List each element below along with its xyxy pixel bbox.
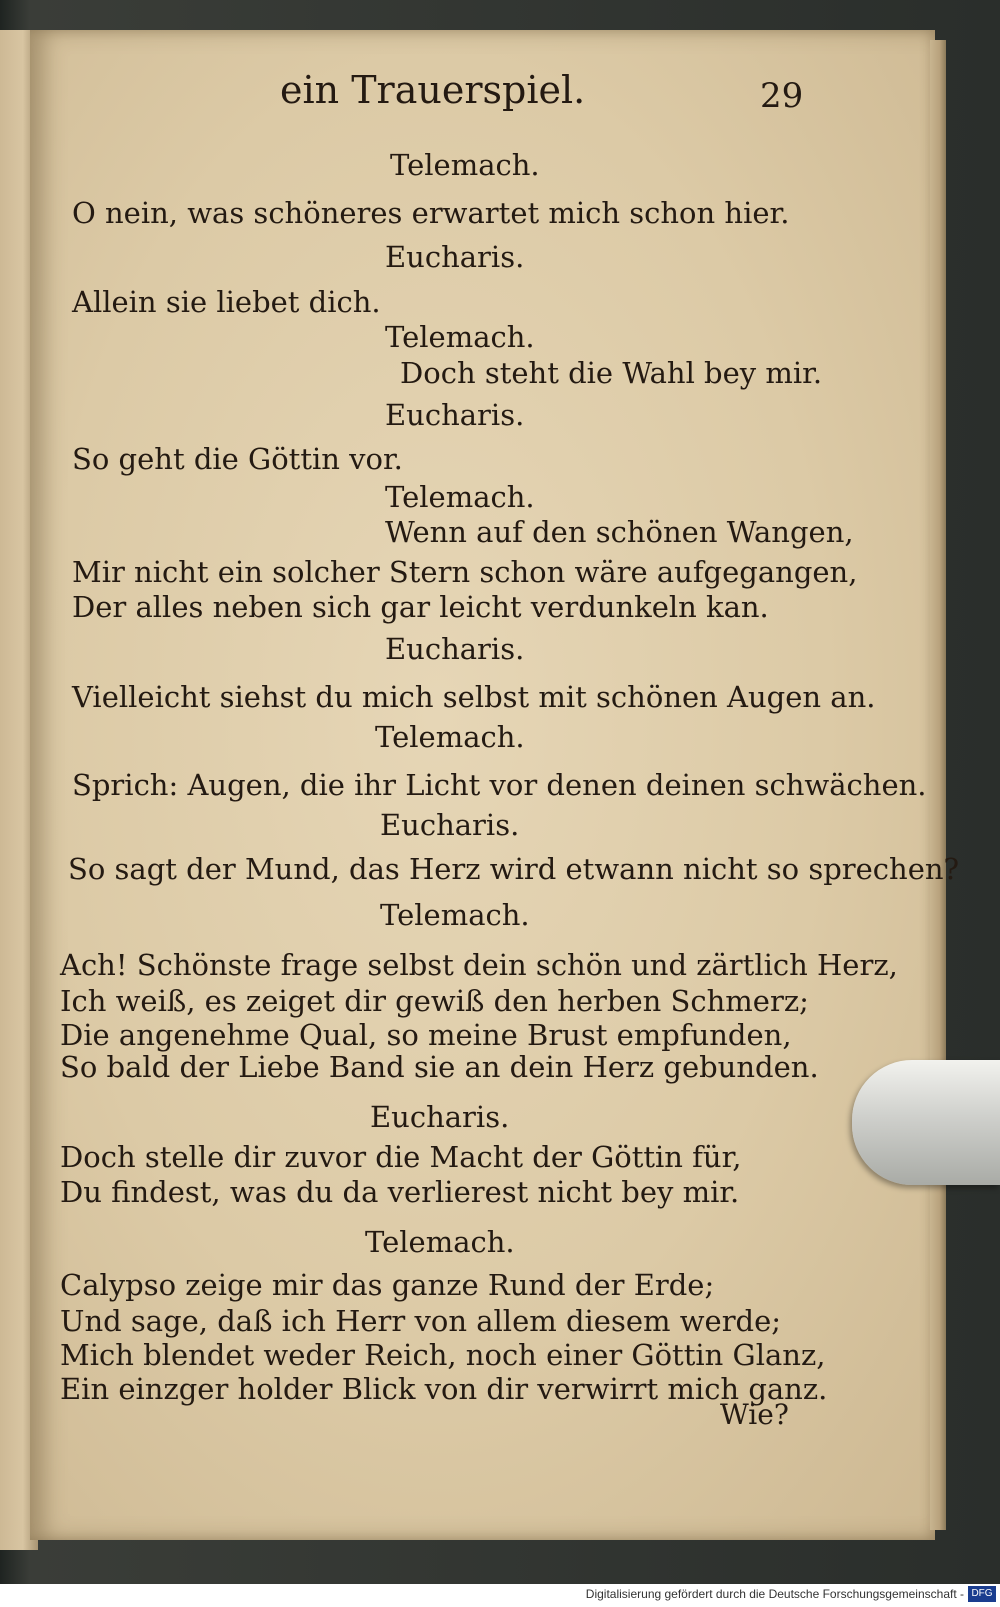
- speaker-name: Telemach.: [365, 1225, 515, 1259]
- page-number: 29: [760, 76, 804, 116]
- speaker-name: Telemach.: [385, 480, 535, 514]
- verse-line: Die angenehme Qual, so meine Brust empfunden,: [60, 1018, 792, 1052]
- speaker-name: Telemach.: [375, 720, 525, 754]
- verse-line: Wenn auf den schönen Wangen,: [385, 515, 854, 549]
- running-header: ein Trauerspiel.: [280, 68, 586, 112]
- page-clip: [852, 1060, 1000, 1185]
- page-edge: [930, 40, 946, 1530]
- footer-credit: Digitalisierung gefördert durch die Deutsche Forschungsgemeinschaft -: [585, 1587, 964, 1601]
- speaker-name: Eucharis.: [370, 1100, 510, 1134]
- verse-line: Ein einzger holder Blick von dir verwirrt mich ganz.: [60, 1372, 828, 1406]
- speaker-name: Telemach.: [390, 148, 540, 182]
- speaker-name: Telemach.: [385, 320, 535, 354]
- speaker-name: Eucharis.: [380, 808, 520, 842]
- verse-line: Sprich: Augen, die ihr Licht vor denen deinen schwächen.: [72, 768, 927, 802]
- speaker-name: Eucharis.: [385, 398, 525, 432]
- speaker-name: Telemach.: [380, 898, 530, 932]
- speaker-name: Eucharis.: [385, 240, 525, 274]
- catchword: Wie?: [720, 1398, 789, 1431]
- verse-line: Du findest, was du da verlierest nicht bey mir.: [60, 1175, 740, 1209]
- verse-line: Ach! Schönste frage selbst dein schön und zärtlich Herz,: [60, 948, 898, 982]
- dfg-logo: DFG: [968, 1586, 996, 1602]
- verse-line: Der alles neben sich gar leicht verdunkeln kan.: [72, 590, 769, 624]
- verse-line: Vielleicht siehst du mich selbst mit schönen Augen an.: [72, 680, 876, 714]
- verse-line: Allein sie liebet dich.: [72, 285, 381, 319]
- verse-line: So sagt der Mund, das Herz wird etwann nicht so sprechen?: [68, 852, 960, 886]
- speaker-name: Eucharis.: [385, 632, 525, 666]
- verse-line: Mir nicht ein solcher Stern schon wäre aufgegangen,: [72, 555, 858, 589]
- verse-line: So bald der Liebe Band sie an dein Herz gebunden.: [60, 1050, 819, 1084]
- verse-line: Mich blendet weder Reich, noch einer Göttin Glanz,: [60, 1338, 826, 1372]
- verse-line: So geht die Göttin vor.: [72, 442, 403, 476]
- verse-line: Doch stelle dir zuvor die Macht der Göttin für,: [60, 1140, 742, 1174]
- verse-line: O nein, was schöneres erwartet mich schon hier.: [72, 196, 790, 230]
- verse-line: Doch steht die Wahl bey mir.: [400, 356, 823, 390]
- verse-line: Calypso zeige mir das ganze Rund der Erde;: [60, 1268, 715, 1302]
- verse-line: Ich weiß, es zeiget dir gewiß den herben Schmerz;: [60, 984, 809, 1018]
- verse-line: Und sage, daß ich Herr von allem diesem werde;: [60, 1304, 782, 1338]
